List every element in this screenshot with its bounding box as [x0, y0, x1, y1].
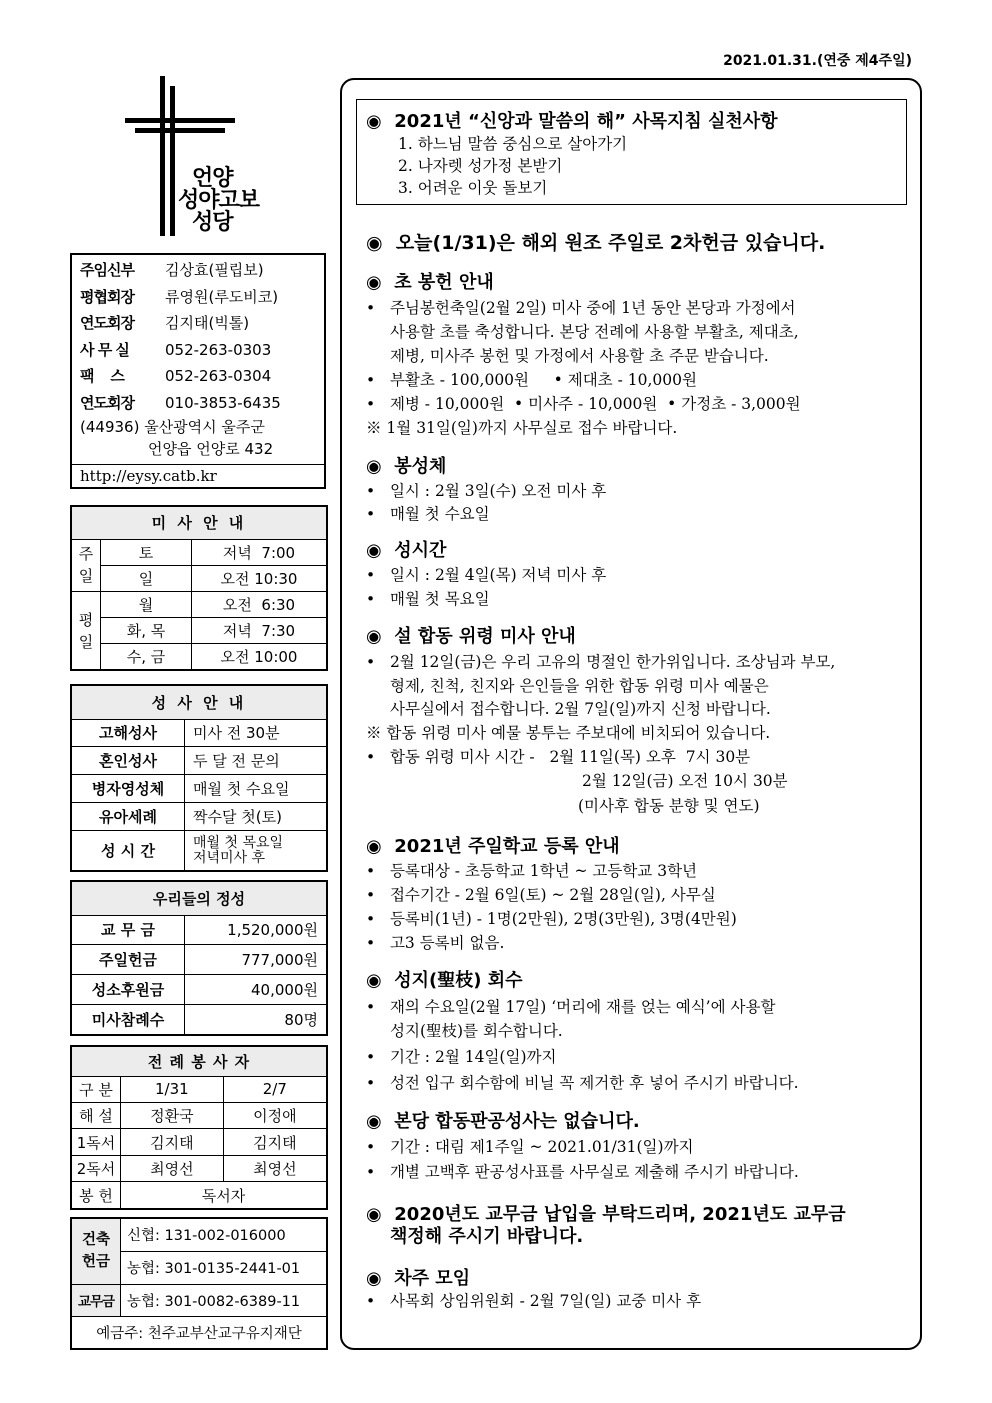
mass-day: 수, 금 [101, 644, 192, 670]
notice-title: 성지(聖枝) 회수 [394, 970, 523, 991]
server-role: 2독서 [71, 1155, 121, 1181]
fax-number: 052-263-0304 [165, 367, 272, 385]
account-number: 신협: 131-002-016000 [121, 1218, 328, 1251]
notice-heading [366, 536, 446, 562]
mass-time: 저녁 7:00 [192, 539, 328, 565]
account-holder: 예금주: 천주교부산교구유지재단 [71, 1316, 327, 1349]
heading-mark-icon: ◉ [366, 111, 382, 132]
notice-heading [366, 268, 494, 294]
notice-line [366, 502, 490, 526]
sacrament-title: 성 사 안 내 [71, 685, 327, 719]
offering-name: 교 무 금 [71, 915, 185, 945]
bullet-icon: • [366, 590, 376, 608]
notice-line: (미사후 합동 분향 및 연도) [578, 797, 760, 815]
heading-mark-icon: ◉ [366, 456, 382, 477]
bullet-icon: • [366, 862, 376, 880]
contact-label: 연도회장 [80, 393, 134, 412]
website-link[interactable]: http://eysy.catb.kr [72, 464, 324, 487]
notice-line [366, 392, 801, 416]
mass-day: 화, 목 [101, 618, 192, 644]
sacrament-name: 고해성사 [71, 719, 185, 747]
contact-value: 김지태(빅톨) [165, 314, 250, 332]
notice-heading [366, 1264, 470, 1290]
bullet-icon: • [366, 1048, 376, 1066]
heading-mark-icon: ◉ [366, 272, 382, 293]
sacrament-name: 혼인성사 [71, 747, 185, 775]
guideline-item: 1. 하느님 말씀 중심으로 살아가기 [398, 135, 628, 153]
sacrament-info: 매월 첫 수요일 [185, 775, 328, 803]
notice-text: 2월 12일(금)은 우리 고유의 명절인 한가위입니다. 조상님과 부모, [389, 653, 836, 671]
offering-amount: 1,520,000원 [185, 915, 328, 945]
server-name: 이정애 [223, 1102, 327, 1128]
building-fund-label: 건축 [81, 1232, 110, 1249]
sacrament-info: 매월 첫 목요일 [193, 834, 284, 851]
notice-text: 매월 첫 수요일 [389, 505, 490, 523]
notice-line: 2월 12일(금) 오전 10시 30분 [582, 772, 788, 790]
notice-text: 주님봉헌축일(2월 2일) 미사 중에 1년 동안 본당과 가정에서 [389, 299, 796, 317]
notice-heading [366, 452, 446, 478]
notice-heading [366, 832, 620, 858]
contact-row [80, 363, 316, 390]
notice-title: 봉성체 [394, 456, 447, 477]
heading-mark-icon: ◉ [366, 232, 383, 254]
offering-amount: 40,000원 [185, 975, 328, 1005]
parish-logo [120, 76, 270, 241]
offering-name: 미사참례수 [71, 1004, 185, 1035]
guideline-item: 3. 어려운 이웃 돌보기 [398, 179, 548, 197]
building-fund-label: 헌금 [81, 1254, 110, 1271]
bullet-icon: • [366, 886, 376, 904]
server-name: 정환국 [121, 1102, 224, 1128]
contact-label: 사 무 실 [80, 340, 129, 359]
bulletin-date: 2021.01.31.(연중 제4주일) [723, 53, 912, 69]
notice-line [366, 1135, 694, 1159]
offering-name: 주일헌금 [71, 945, 185, 975]
notice-text: 접수기간 - 2월 6일(토) ~ 2월 28일(일), 사무실 [389, 886, 716, 904]
offering-amount: 777,000원 [185, 945, 328, 975]
notice-text: 등록비(1년) - 1명(2만원), 2명(3만원), 3명(4만원) [389, 910, 737, 928]
notice-line [366, 1160, 799, 1184]
contact-row [80, 257, 316, 284]
bullet-icon: • [366, 1163, 376, 1181]
notice-title: 차주 모임 [394, 1268, 471, 1289]
bullet-icon: • [366, 505, 376, 523]
contact-label: 주임신부 [80, 261, 134, 279]
servers-title: 전 례 봉 사 자 [71, 1046, 327, 1076]
notice-line [366, 587, 490, 611]
notice-text: 고3 등록비 없음. [389, 934, 505, 952]
sacrament-name: 성 시 간 [71, 831, 185, 871]
bullet-icon: • [366, 1292, 376, 1310]
notice-title: 책정해 주시기 바랍니다. [390, 1226, 584, 1247]
notice-line [366, 650, 835, 674]
contact-row [80, 337, 316, 364]
contact-label: 평협회장 [80, 287, 134, 306]
notice-line [366, 995, 775, 1019]
heading-mark-icon: ◉ [366, 1268, 382, 1289]
mass-title: 미 사 안 내 [71, 506, 327, 539]
liturgy-servers-table [70, 1045, 328, 1210]
heading-mark-icon: ◉ [366, 836, 382, 857]
notice-text: 기간 : 대림 제1주일 ~ 2021.01/31(일)까지 [389, 1138, 694, 1156]
bullet-icon: • [366, 934, 376, 952]
notice-text: 제병 - 10,000원 • 미사주 - 10,000원 • 가정초 - 3,000원 [389, 395, 801, 413]
server-role: 1독서 [71, 1129, 121, 1155]
notice-line: 형제, 친척, 친지와 은인들을 위한 합동 위령 미사 예물은 [390, 677, 769, 695]
bullet-icon: • [366, 748, 376, 766]
server-name: 최영선 [121, 1155, 224, 1181]
sacrament-table [70, 684, 328, 872]
bullet-icon: • [366, 1138, 376, 1156]
logo-line-2: 성야고보 [178, 188, 260, 213]
notice-line: 사무실에서 접수합니다. 2월 7일(일)까지 신청 바랍니다. [390, 700, 771, 718]
bullet-icon: • [366, 299, 376, 317]
contact-value: 김상효(필립보) [165, 261, 264, 279]
server-role: 해 설 [71, 1102, 121, 1128]
notice-line: 사용할 초를 축성합니다. 본당 전례에 사용할 부활초, 제대초, [390, 323, 799, 341]
notice-text: 사목회 상임위원회 - 2월 7일(일) 교중 미사 후 [389, 1292, 702, 1310]
notice-line: 성지(聖枝)를 회수합니다. [390, 1022, 563, 1040]
sacrament-info: 짝수달 첫(토) [185, 803, 328, 831]
sunday-label: 주일 [71, 539, 101, 592]
notice-line [366, 479, 606, 503]
server-name: 최영선 [223, 1155, 327, 1181]
notice-title: 설 합동 위령 미사 안내 [394, 626, 576, 647]
mass-day: 월 [101, 592, 192, 618]
notice-title: 성시간 [394, 540, 447, 561]
server-name: 김지태 [223, 1129, 327, 1155]
contact-row [80, 310, 316, 337]
mass-time: 오전 10:30 [192, 565, 328, 591]
notice-line [366, 1289, 701, 1313]
notice-text: 등록대상 - 초등학교 1학년 ~ 고등학교 3학년 [389, 862, 698, 880]
notice-line [366, 1071, 799, 1095]
bullet-icon: • [366, 482, 376, 500]
offering-table [70, 880, 328, 1036]
sacrament-name: 유아세례 [71, 803, 185, 831]
notice-title: 초 봉헌 안내 [394, 272, 494, 293]
notice-line [366, 368, 697, 392]
notice-line [366, 859, 697, 883]
notice-title: 오늘(1/31)은 해외 원조 주일로 2차헌금 있습니다. [395, 232, 826, 254]
logo-line-1: 언양 [192, 166, 233, 191]
notice-text: 합동 위령 미사 시간 - 2월 11일(목) 오후 7시 30분 [389, 748, 751, 766]
notice-heading [366, 228, 825, 255]
heading-mark-icon: ◉ [366, 626, 382, 647]
tithe-label: 교무금 [71, 1284, 121, 1316]
bullet-icon: • [366, 1074, 376, 1092]
server-role: 봉 헌 [71, 1182, 121, 1209]
bullet-icon: • [366, 566, 376, 584]
bullet-icon: • [366, 998, 376, 1016]
notice-line [366, 745, 750, 769]
notice-line [366, 907, 737, 931]
notice-text: 매월 첫 목요일 [389, 590, 490, 608]
bullet-icon: • [366, 910, 376, 928]
notice-title: 2021년 “신앙과 말씀의 해” 사목지침 실천사항 [394, 111, 778, 132]
heading-mark-icon: ◉ [366, 1111, 382, 1132]
mass-day: 토 [101, 539, 192, 565]
notice-line [366, 883, 716, 907]
mass-day: 일 [101, 565, 192, 591]
account-number: 농협: 301-0135-2441-01 [121, 1251, 328, 1284]
heading-mark-icon: ◉ [366, 1204, 382, 1225]
guideline-item: 2. 나자렛 성가정 본받기 [398, 157, 563, 175]
server-name: 독서자 [121, 1182, 328, 1209]
contact-row [80, 284, 316, 311]
address-line-1: (44936) 울산광역시 울주군 [80, 418, 265, 436]
notice-title: 2020년도 교무금 납입을 부탁드리며, 2021년도 교무금 [394, 1204, 846, 1225]
sacrament-info: 저녁미사 후 [193, 849, 266, 866]
servers-date: 2/7 [223, 1076, 327, 1102]
account-number: 농협: 301-0082-6389-11 [121, 1284, 328, 1316]
notice-text: 개별 고백후 판공성사표를 사무실로 제출해 주시기 바랍니다. [389, 1163, 799, 1181]
mass-time: 오전 10:00 [192, 644, 328, 670]
mass-schedule-table [70, 505, 328, 671]
notice-heading [366, 107, 778, 133]
contact-value: 류영원(루도비코) [165, 287, 279, 306]
address-line-2: 언양읍 언양로 432 [148, 440, 274, 458]
contact-label: 팩 스 [80, 367, 124, 385]
heading-mark-icon: ◉ [366, 540, 382, 561]
office-phone: 052-263-0303 [165, 340, 272, 359]
sacrament-info: 미사 전 30분 [185, 719, 328, 747]
servers-col-head: 구 분 [71, 1076, 121, 1102]
mass-attendance: 80명 [185, 1004, 328, 1035]
notice-line [366, 931, 504, 955]
notice-heading [366, 1107, 640, 1133]
contact-info-box [70, 253, 326, 489]
notice-text: 부활초 - 100,000원 • 제대초 - 10,000원 [389, 371, 697, 389]
notice-line [366, 1045, 556, 1069]
notice-title: 본당 합동판공성사는 없습니다. [394, 1111, 640, 1132]
contact-row [80, 390, 316, 417]
mass-time: 오전 6:30 [192, 592, 328, 618]
offering-name: 성소후원금 [71, 975, 185, 1005]
sacrament-name: 병자영성체 [71, 775, 185, 803]
notice-line: ※ 1월 31일(일)까지 사무실로 접수 바랍니다. [366, 419, 678, 437]
notice-heading [366, 966, 523, 992]
notice-text: 기간 : 2월 14일(일)까지 [389, 1048, 557, 1066]
bank-accounts-table [70, 1217, 328, 1350]
mobile-phone: 010-3853-6435 [165, 393, 281, 412]
heading-mark-icon: ◉ [366, 970, 382, 991]
notice-text: 재의 수요일(2월 17일) ‘머리에 재를 얹는 예식’에 사용할 [389, 998, 776, 1016]
mass-time: 저녁 7:30 [192, 618, 328, 644]
notice-line: 제병, 미사주 봉헌 및 가정에서 사용할 초 주문 받습니다. [390, 347, 769, 365]
weekday-label: 평일 [71, 592, 101, 670]
notice-text: 성전 입구 회수함에 비닐 꼭 제거한 후 넣어 주시기 바랍니다. [389, 1074, 799, 1092]
servers-date: 1/31 [121, 1076, 224, 1102]
bullet-icon: • [366, 653, 376, 671]
contact-label: 연도회장 [80, 314, 134, 332]
notice-line: ※ 합동 위령 미사 예물 봉투는 주보대에 비치되어 있습니다. [366, 724, 771, 742]
server-name: 김지태 [121, 1129, 224, 1155]
notice-line [366, 563, 606, 587]
notice-title: 2021년 주일학교 등록 안내 [394, 836, 620, 857]
notice-heading [366, 622, 576, 648]
bullet-icon: • [366, 395, 376, 413]
logo-line-3: 성당 [192, 210, 233, 235]
offering-title: 우리들의 정성 [71, 881, 327, 915]
notice-line [366, 296, 796, 320]
notice-text: 일시 : 2월 3일(수) 오전 미사 후 [389, 482, 607, 500]
sacrament-info: 두 달 전 문의 [185, 747, 328, 775]
notice-text: 일시 : 2월 4일(목) 저녁 미사 후 [389, 566, 607, 584]
bullet-icon: • [366, 371, 376, 389]
